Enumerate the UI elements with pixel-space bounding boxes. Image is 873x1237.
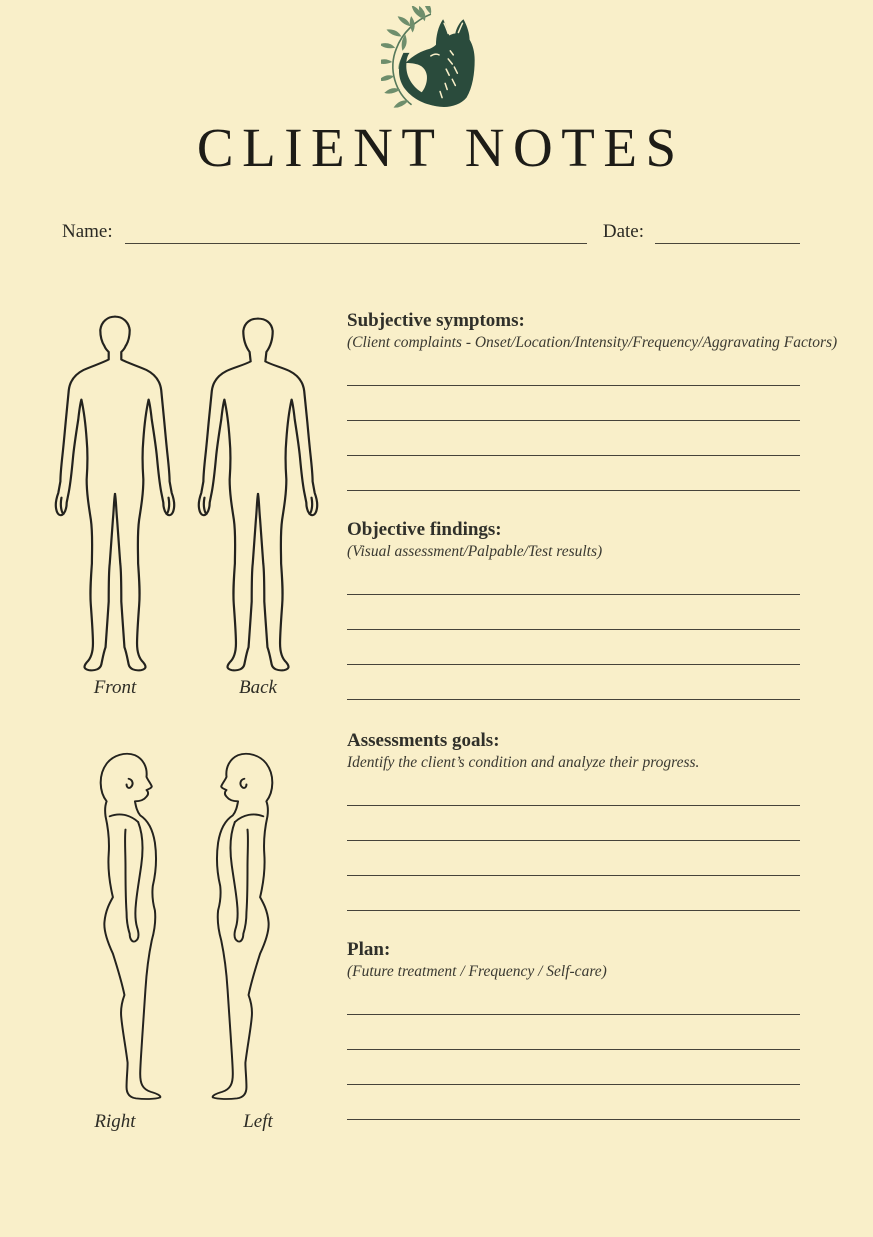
name-label: Name: — [62, 221, 113, 242]
writing-line[interactable] — [347, 876, 800, 911]
back-figure-label: Back — [239, 677, 277, 698]
date-input-line[interactable] — [655, 220, 800, 244]
fox-laurel-logo-icon — [381, 6, 493, 118]
section-subjective-symptoms — [347, 309, 838, 491]
section-heading: Subjective symptoms: — [347, 310, 525, 331]
writing-line[interactable] — [347, 421, 800, 456]
writing-line[interactable] — [347, 806, 800, 841]
writing-lines-group — [347, 982, 800, 1120]
writing-line[interactable] — [347, 595, 800, 630]
section-subtitle: (Client complaints - Onset/Location/Intensity/Frequency/Aggravating Factors) — [347, 334, 838, 351]
writing-line[interactable] — [347, 456, 800, 491]
writing-line[interactable] — [347, 562, 800, 595]
writing-line[interactable] — [347, 630, 800, 665]
left-body-figure — [195, 743, 321, 1105]
writing-line[interactable] — [347, 1050, 800, 1085]
section-heading: Assessments goals: — [347, 730, 500, 751]
writing-line[interactable] — [347, 665, 800, 700]
writing-line[interactable] — [347, 353, 800, 386]
writing-lines-group — [347, 353, 800, 491]
section-plan — [347, 938, 800, 1120]
section-heading: Objective findings: — [347, 519, 502, 540]
right-body-figure — [52, 743, 178, 1105]
writing-line[interactable] — [347, 982, 800, 1015]
writing-line[interactable] — [347, 841, 800, 876]
left-figure-label: Left — [243, 1111, 273, 1132]
section-subtitle: (Visual assessment/Palpable/Test results) — [347, 543, 603, 560]
front-figure-label: Front — [93, 677, 137, 698]
section-objective-findings — [347, 518, 800, 700]
writing-line[interactable] — [347, 386, 800, 421]
writing-line[interactable] — [347, 1015, 800, 1050]
front-body-figure — [52, 310, 178, 672]
right-figure-label: Right — [94, 1111, 136, 1132]
writing-lines-group — [347, 562, 800, 700]
back-body-figure — [195, 310, 321, 672]
writing-line[interactable] — [347, 773, 800, 806]
name-input-line[interactable] — [125, 220, 587, 244]
page-title: CLIENT NOTES — [196, 117, 685, 178]
name-date-row — [62, 220, 800, 244]
section-subtitle: Identify the client’s condition and analyze their progress. — [347, 754, 700, 771]
date-label: Date: — [602, 221, 644, 242]
section-assessments-goals — [347, 729, 800, 911]
section-subtitle: (Future treatment / Frequency / Self-care) — [347, 963, 607, 980]
writing-lines-group — [347, 773, 800, 911]
section-heading: Plan: — [347, 939, 391, 960]
writing-line[interactable] — [347, 1085, 800, 1120]
